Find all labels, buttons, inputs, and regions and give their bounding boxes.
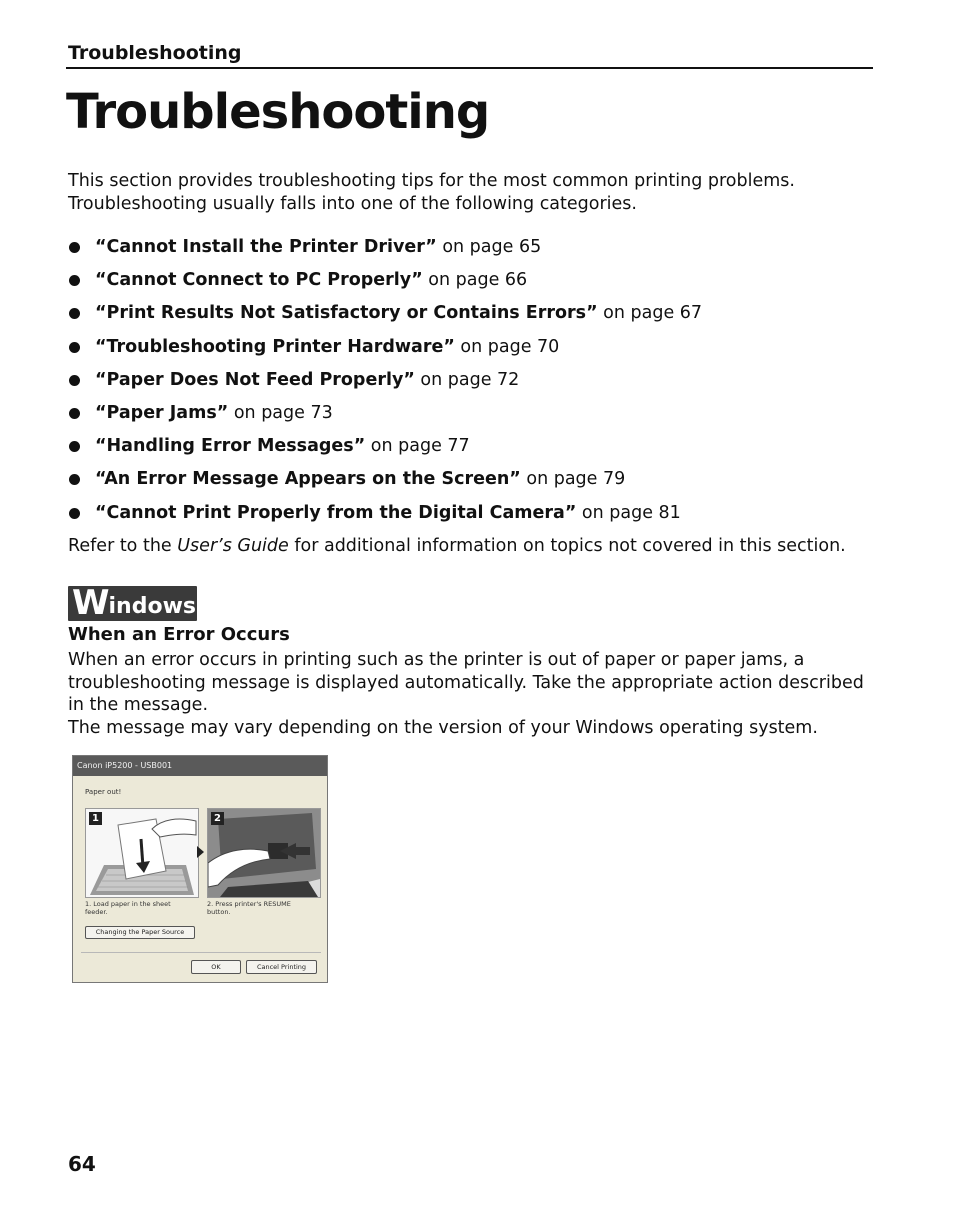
users-guide-reference: User’s Guide [177, 536, 289, 556]
topic-link[interactable]: “Cannot Install the Printer Driver” [95, 237, 437, 257]
page-reference: on page 72 [414, 369, 520, 390]
windows-badge [68, 583, 197, 623]
topic-link[interactable]: “Paper Jams” [95, 402, 229, 423]
bullet-icon [69, 342, 80, 353]
intro-paragraph: This section provides troubleshooting tips for the most common printing problems. Troubleshooting usually falls into one of the following categories. [68, 171, 795, 214]
cancel-printing-button[interactable]: Cancel Printing [246, 960, 317, 974]
ok-button[interactable]: OK [191, 960, 241, 974]
page-reference: on page 77 [365, 436, 470, 457]
dialog-message: Paper out! [85, 788, 122, 796]
list-item [68, 334, 702, 367]
refer-paragraph [68, 534, 846, 558]
step2-number: 2 [211, 812, 224, 825]
topic-link[interactable]: “Troubleshooting Printer Hardware” [95, 336, 455, 357]
topic-link[interactable]: “Print Results Not Satisfactory or Contains Errors” [95, 303, 598, 324]
topic-list [68, 234, 702, 533]
list-item [68, 500, 702, 533]
bullet-icon [69, 308, 80, 319]
step1-number: 1 [89, 812, 102, 825]
resume-button-icon [208, 809, 320, 897]
header-rule [66, 67, 873, 69]
error-dialog-screenshot [72, 755, 328, 983]
topic-link[interactable]: “Cannot Connect to PC Properly” [95, 270, 423, 291]
windows-badge-initial: W [72, 583, 109, 623]
bullet-icon [69, 441, 80, 452]
page-reference: on page 70 [454, 336, 560, 357]
list-item [68, 400, 702, 433]
step2-instruction: 2. Press printer's RESUME button. [207, 900, 291, 916]
page-reference: on page 73 [228, 402, 333, 423]
list-item [68, 300, 702, 333]
load-paper-icon [86, 809, 198, 897]
page-reference: on page 66 [422, 270, 528, 291]
page-number: 64 [68, 1152, 96, 1176]
page-title: Troubleshooting [66, 84, 490, 140]
topic-link[interactable]: “Cannot Print Properly from the Digital Camera” [95, 502, 577, 523]
dialog-separator [81, 952, 321, 953]
change-paper-source-button[interactable]: Changing the Paper Source [85, 926, 195, 939]
list-item [68, 433, 702, 466]
os-version-note: The message may vary depending on the version of your Windows operating system. [68, 718, 818, 738]
page-reference: on page 67 [597, 303, 703, 324]
page-reference: on page 65 [436, 237, 542, 257]
list-item [68, 234, 702, 267]
running-head: Troubleshooting [68, 42, 242, 64]
list-item [68, 466, 702, 499]
step1-instruction: 1. Load paper in the sheet feeder. [85, 900, 171, 916]
bullet-icon [69, 375, 80, 386]
bullet-icon [69, 508, 80, 519]
refer-text-before: Refer to the [68, 536, 178, 556]
refer-text-after: for additional information on topics not covered in this section. [288, 536, 846, 556]
topic-link[interactable]: “Paper Does Not Feed Properly” [95, 369, 415, 390]
topic-link[interactable]: “Handling Error Messages” [95, 436, 366, 457]
page-reference: on page 79 [520, 469, 626, 490]
next-step-arrow-icon [197, 846, 204, 858]
bullet-icon [69, 474, 80, 485]
topic-link[interactable]: “An Error Message Appears on the Screen” [95, 469, 521, 490]
windows-badge-rest: indows [108, 594, 196, 619]
error-description-paragraph: When an error occurs in printing such as the printer is out of paper or paper jams, a troubleshooting message is displayed automatically. Take the appropriate action described in the message. [68, 650, 864, 715]
section-heading: When an Error Occurs [68, 624, 290, 645]
bullet-icon [69, 408, 80, 419]
list-item [68, 267, 702, 300]
list-item [68, 367, 702, 400]
page-reference: on page 81 [576, 502, 681, 523]
bullet-icon [69, 275, 80, 286]
bullet-icon [69, 242, 80, 253]
step1-illustration [85, 808, 199, 898]
step2-illustration [207, 808, 321, 898]
dialog-title-bar: Canon iP5200 - USB001 [73, 756, 327, 776]
